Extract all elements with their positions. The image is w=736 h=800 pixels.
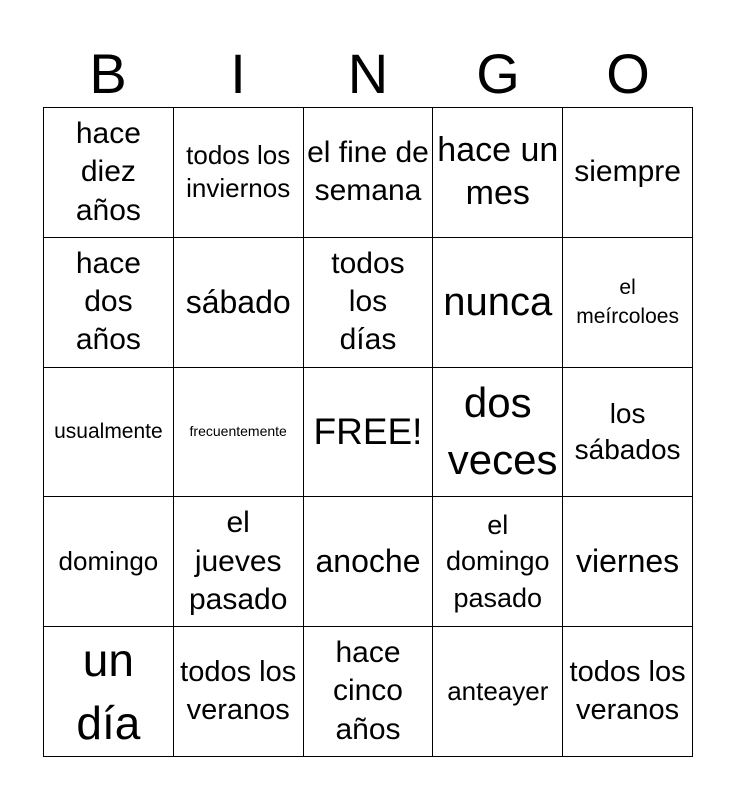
- bingo-cell[interactable]: [44, 497, 174, 627]
- cell-text: un día: [76, 634, 141, 749]
- cell-text: el meírcoloes: [576, 275, 679, 329]
- bingo-cell[interactable]: [433, 627, 563, 757]
- cell-text: anoche: [315, 543, 421, 580]
- cell-text: nunca: [443, 279, 553, 324]
- bingo-cell[interactable]: [44, 108, 174, 238]
- header-letter-n: N: [347, 42, 389, 105]
- bingo-cell[interactable]: [304, 497, 434, 627]
- bingo-cell[interactable]: [433, 368, 563, 498]
- bingo-cell[interactable]: [44, 627, 174, 757]
- cell-text: frecuentemente: [189, 423, 287, 440]
- cell-text: el jueves pasado: [188, 506, 288, 616]
- cell-text: todos los inviernos: [186, 140, 291, 204]
- header-letter-i: I: [230, 42, 246, 105]
- bingo-grid: [43, 107, 693, 757]
- cell-text: dos veces: [447, 379, 558, 483]
- bingo-header: [43, 40, 693, 108]
- cell-text: todos los veranos: [569, 656, 686, 726]
- bingo-cell[interactable]: [304, 627, 434, 757]
- bingo-cell[interactable]: [174, 627, 304, 757]
- bingo-cell[interactable]: [563, 238, 693, 368]
- cell-text: sábado: [185, 283, 291, 320]
- bingo-cell[interactable]: [563, 497, 693, 627]
- cell-text: viernes: [576, 543, 680, 580]
- cell-text: hace dos años: [75, 246, 141, 357]
- cell-text: domingo: [58, 546, 159, 577]
- bingo-cell[interactable]: [304, 108, 434, 238]
- cell-text: todos los días: [331, 246, 405, 357]
- bingo-cell[interactable]: [174, 108, 304, 238]
- cell-text: hace cinco años: [332, 636, 403, 746]
- bingo-cell[interactable]: [433, 238, 563, 368]
- bingo-cell[interactable]: [563, 368, 693, 498]
- cell-text: usualmente: [54, 419, 163, 443]
- bingo-cell[interactable]: [44, 368, 174, 498]
- bingo-cell[interactable]: [174, 497, 304, 627]
- cell-text: anteayer: [447, 675, 549, 706]
- cell-text: hace diez años: [75, 116, 141, 227]
- bingo-cell[interactable]: [563, 627, 693, 757]
- cell-text: todos los veranos: [180, 656, 297, 726]
- bingo-cell[interactable]: [433, 497, 563, 627]
- header-letter-o: O: [606, 42, 650, 105]
- cell-text: los sábados: [574, 398, 681, 465]
- cell-text: hace un mes: [437, 130, 559, 213]
- cell-text: FREE!: [313, 411, 423, 453]
- bingo-cell[interactable]: [304, 238, 434, 368]
- bingo-cell[interactable]: [174, 368, 304, 498]
- bingo-cell[interactable]: [174, 238, 304, 368]
- cell-text: el domingo pasado: [445, 509, 550, 614]
- bingo-cell[interactable]: [433, 108, 563, 238]
- bingo-cell[interactable]: [44, 238, 174, 368]
- bingo-cell[interactable]: [304, 368, 434, 498]
- header-letter-g: G: [476, 42, 520, 105]
- bingo-cell[interactable]: [563, 108, 693, 238]
- cell-text: el fine de semana: [307, 136, 429, 208]
- cell-text: siempre: [574, 155, 681, 189]
- header-letter-b: B: [89, 42, 127, 105]
